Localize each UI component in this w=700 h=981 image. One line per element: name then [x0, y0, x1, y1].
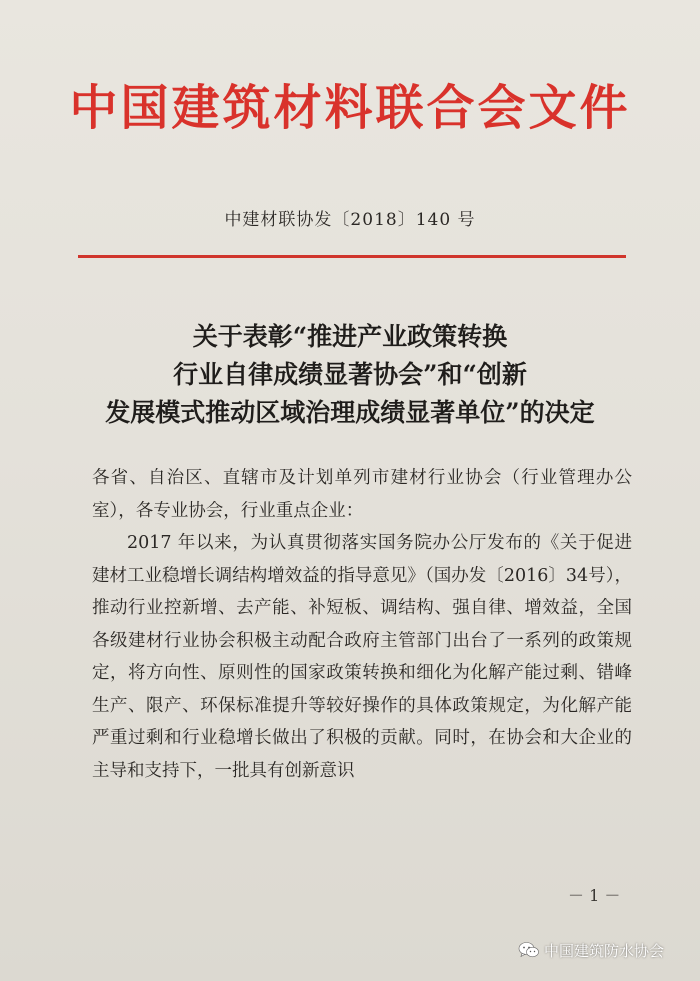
issuer-header-title: 中国建筑材料联合会文件 [69, 80, 631, 136]
brand-name: 中国建筑防水协会 [544, 941, 665, 960]
red-divider-rule [78, 255, 626, 258]
salutation: 各省、自治区、直辖市及计划单列市建材行业协会（行业管理办公室），各专业协会，行业重点企业： [92, 468, 632, 521]
wechat-icon [518, 941, 540, 959]
body-paragraph-1: 2017 年以来，为认真贯彻落实国务院办公厅发布的《关于促进建材工业稳增长调结构增效益的指导意见》（国办发〔2016〕34号），推动行业控新增、去产能、补短板、调结构、强自律、增效益，全国各级建材行业协会积极主动配合政府主管部门出台了一系列的政策规定，将方向性、原则性的国家政策转换和细化为化解产能过剩、错峰生产、限产、环保标准提升等较好操作的具体政策规定，为化解产能严重过剩和行业稳增长做出了积极的贡献。同时，在协会和大企业的主导和支持下，一批具有创新意识 [92, 533, 632, 781]
title-line-2: 行业自律成绩显著协会”和“创新 [173, 360, 527, 389]
document-number: 中建材联协发〔2018〕140 号 [224, 210, 476, 230]
title-line-1: 关于表彰“推进产业政策转换 [192, 322, 508, 351]
document-title [0, 318, 700, 432]
page-number: － 1 － [568, 886, 621, 905]
title-line-3: 发展模式推动区域治理成绩显著单位”的决定 [105, 398, 595, 427]
watermark-brand [518, 938, 664, 962]
document-body [92, 462, 632, 787]
